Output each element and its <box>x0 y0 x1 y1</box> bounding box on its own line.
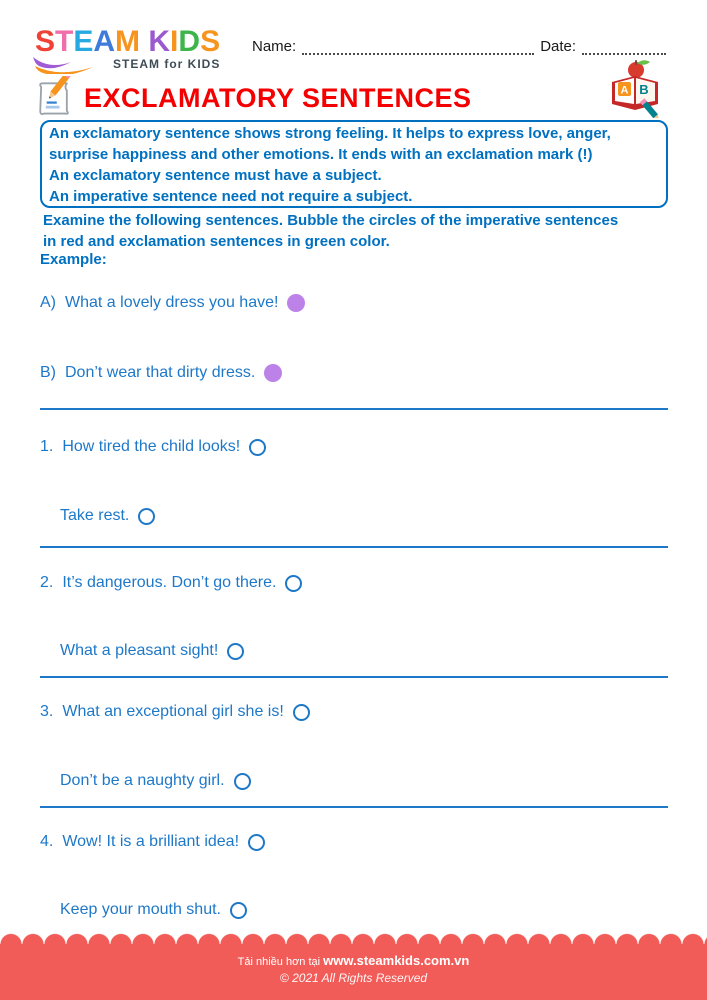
answer-bubble[interactable] <box>234 773 251 790</box>
definition-line: An imperative sentence need not require a subject. <box>49 188 413 205</box>
pencil-paper-icon <box>32 76 76 120</box>
question-3-main <box>40 703 310 721</box>
logo-letter: I <box>170 25 179 58</box>
answer-bubble[interactable] <box>249 439 266 456</box>
instructions <box>43 210 683 252</box>
title-row <box>32 76 472 120</box>
question-1-sub <box>60 507 155 525</box>
logo-letter: M <box>115 25 141 58</box>
question-text: Wow! It is a brilliant idea! <box>62 833 240 850</box>
answer-bubble[interactable] <box>230 902 247 919</box>
divider <box>40 408 668 410</box>
question-text: It’s dangerous. Don’t go there. <box>62 574 277 591</box>
example-b-label: B) <box>40 364 56 381</box>
answer-bubble[interactable] <box>248 834 265 851</box>
logo-letter: T <box>55 25 74 58</box>
question-4-main <box>40 833 265 851</box>
question-number: 1. <box>40 438 54 455</box>
example-label: Example: <box>40 251 107 268</box>
definition-line: An exclamatory sentence must have a subject. <box>49 167 382 184</box>
footer-url[interactable]: www.steamkids.com.vn <box>323 953 470 968</box>
example-row-b <box>40 364 282 382</box>
date-label: Date: <box>540 38 577 55</box>
divider <box>40 676 668 678</box>
definition-line: An exclamatory sentence shows strong feeling. It helps to express love, anger, <box>49 125 611 142</box>
example-row-a <box>40 294 305 312</box>
svg-text:B: B <box>639 82 649 97</box>
question-number: 3. <box>40 703 54 720</box>
question-text: How tired the child looks! <box>62 438 241 455</box>
name-date-row <box>252 38 676 55</box>
name-label: Name: <box>252 38 297 55</box>
date-input-line[interactable] <box>582 39 666 55</box>
page-title: EXCLAMATORY SENTENCES <box>84 82 472 113</box>
question-text: What a pleasant sight! <box>60 642 219 659</box>
question-text: Don’t be a naughty girl. <box>60 772 225 789</box>
divider <box>40 806 668 808</box>
footer <box>0 944 707 1000</box>
question-4-sub <box>60 901 247 919</box>
instructions-line: Examine the following sentences. Bubble the circles of the imperative sentences <box>43 212 619 229</box>
logo-letter: E <box>73 25 94 58</box>
question-1-main <box>40 438 266 456</box>
question-number: 2. <box>40 574 54 591</box>
question-2-sub <box>60 642 244 660</box>
logo-letter: K <box>148 25 171 58</box>
example-a-text: What a lovely dress you have! <box>65 294 279 311</box>
question-3-sub <box>60 772 251 790</box>
example-a-bubble-filled <box>287 294 305 312</box>
abc-book-icon <box>606 58 664 118</box>
question-2-main <box>40 574 302 592</box>
instructions-line: in red and exclamation sentences in green color. <box>43 233 390 250</box>
answer-bubble[interactable] <box>285 575 302 592</box>
footer-prefix: Tải nhiều hơn tại <box>237 956 324 968</box>
definition-line: surprise happiness and other emotions. It ends with an exclamation mark (!) <box>49 146 593 163</box>
example-b-text: Don’t wear that dirty dress. <box>65 364 256 381</box>
question-text: Take rest. <box>60 507 130 524</box>
footer-site-line <box>0 944 707 968</box>
svg-text:A: A <box>620 84 629 97</box>
name-input-line[interactable] <box>302 39 534 55</box>
footer-copyright: © 2021 All Rights Reserved <box>279 971 428 985</box>
logo-tagline: STEAM for KIDS <box>113 57 221 71</box>
example-b-bubble-filled <box>264 364 282 382</box>
logo-letter: D <box>178 25 201 58</box>
answer-bubble[interactable] <box>293 704 310 721</box>
question-text: What an exceptional girl she is! <box>62 703 284 720</box>
example-a-label: A) <box>40 294 56 311</box>
logo-letter: A <box>93 25 116 58</box>
logo-letter: S <box>35 25 56 58</box>
divider <box>40 546 668 548</box>
logo-letter: S <box>200 25 221 58</box>
definition-box <box>40 120 668 208</box>
answer-bubble[interactable] <box>227 643 244 660</box>
logo-swoosh-icon <box>31 54 113 74</box>
question-text: Keep your mouth shut. <box>60 901 221 918</box>
answer-bubble[interactable] <box>138 508 155 525</box>
steamkids-logo <box>35 25 245 71</box>
question-number: 4. <box>40 833 54 850</box>
